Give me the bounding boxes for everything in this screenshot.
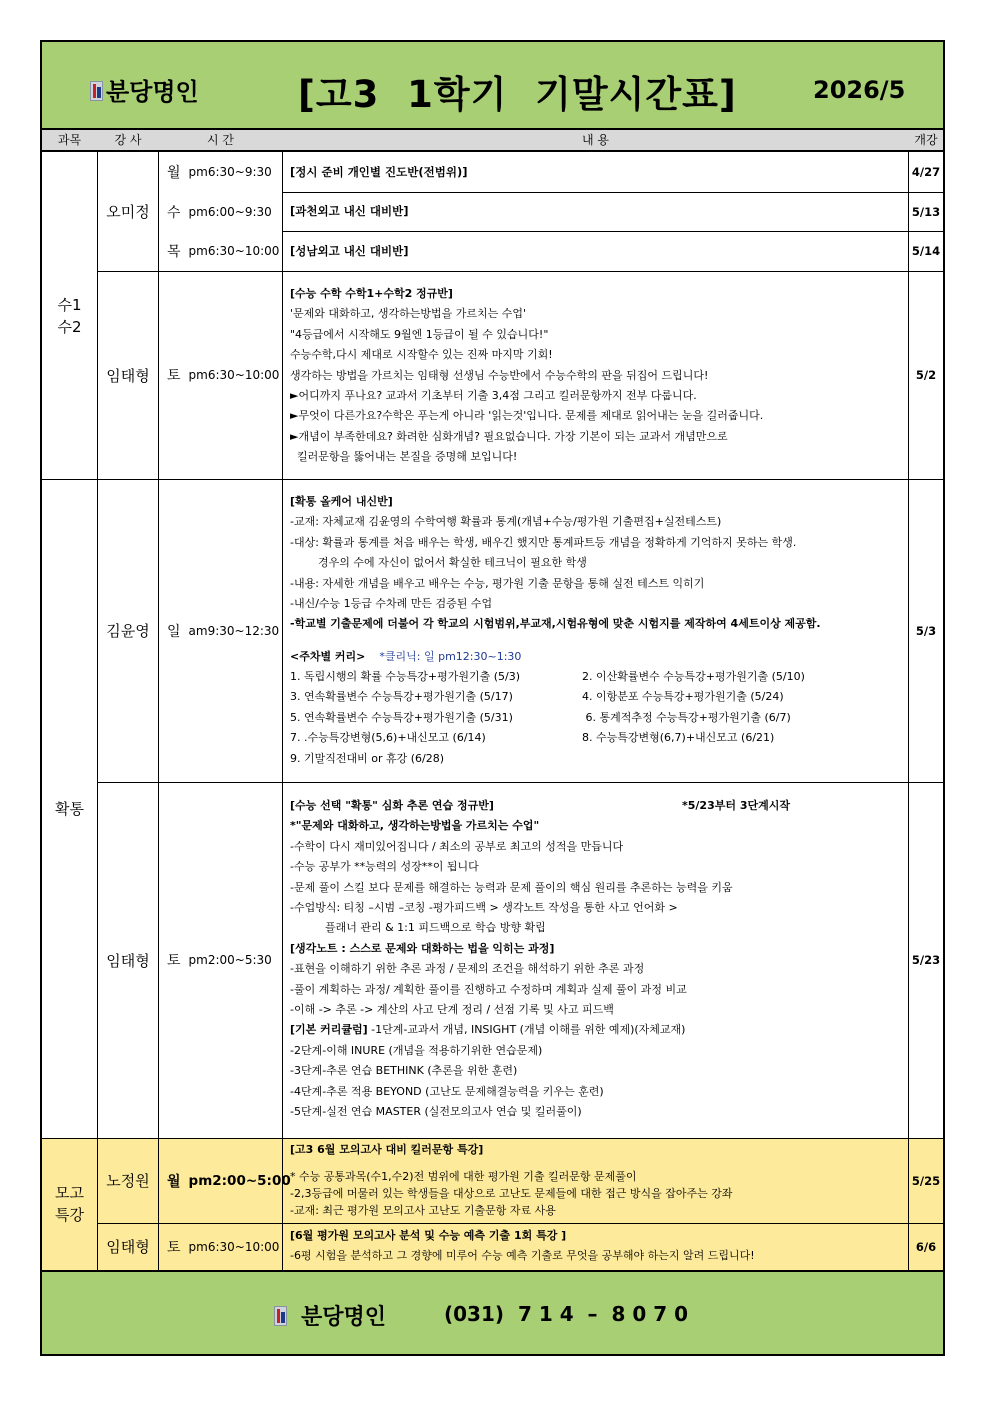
- brand-logo-icon: [90, 81, 103, 101]
- teacher-name: 김윤영: [106, 622, 150, 640]
- class-hours: pm6:30~10:00: [188, 368, 280, 382]
- col-subject: 과목: [57, 133, 82, 147]
- teacher-name: 오미정: [106, 203, 150, 221]
- start-date: 5/2: [915, 368, 937, 382]
- start-date: 5/3: [915, 623, 937, 638]
- start-date: 5/23: [911, 953, 941, 967]
- class-day: 수: [167, 204, 181, 221]
- brand-name: 분당명인: [106, 78, 199, 106]
- start-date: 5/14: [911, 244, 941, 258]
- class-time: [159, 479, 282, 782]
- class-time: [159, 152, 282, 192]
- clinic-note: *클리닉: 일 pm12:30~1:30: [379, 650, 522, 663]
- class-day: 토: [167, 953, 181, 969]
- class-hours: pm6:30~10:00: [188, 244, 280, 258]
- col-start: 개강: [914, 133, 938, 147]
- subject-mock-exam: 모고 특강: [55, 1184, 84, 1224]
- start-note: *5/23부터 3단계시작: [682, 799, 790, 812]
- course-title: [확통 올케어 내신반]: [290, 495, 393, 508]
- curriculum-steps: -2단계-이해 INURE (개념을 적용하기위한 연습문제) -3단계-추론 연습 BETHINK (추론을 위한 훈련) -4단계-추론 적용 BEYOND (고난도 문제해결능력을 키우는 훈련) -5단계-실전 연습 MASTER (실전모의고사 연습 및 킬러풀이): [290, 1043, 604, 1119]
- class-day: 토: [167, 1239, 181, 1256]
- course-title: [정시 준비 개인별 진도반(전범위)]: [290, 165, 468, 179]
- course-details: * 수능 공통과목(수1,수2)전 범위에 대한 평가원 기출 킬러문항 문제풀이 -2,3등급에 머물러 있는 학생들을 대상으로 고난도 문제들에 대한 접근 방식을 잡아주는 강좌 -교재: 최근 평가원 모의고사 고난도 기출문항 자료 사용: [290, 1170, 733, 1217]
- header-banner: [42, 42, 943, 130]
- class-hours: am9:30~12:30: [188, 623, 280, 638]
- class-time: [159, 782, 282, 1138]
- class-hours: pm2:00~5:00: [188, 1172, 291, 1189]
- course-details: -수학이 다시 재미있어집니다 / 최소의 공부로 최고의 성적을 만듭니다 -수능 공부가 **능력의 성장**이 됩니다 -문제 풀이 스킬 보다 문제를 해결하는 능력과 문제 풀이의 핵심 원리를 추론하는 능력을 키움 -수업방식: 티칭 –시범 –코칭 -평가피드백 > 생각노트 작성을 통한 사고 언어화 > 플래너 관리 & 1:1 피드백으로 학습 방향 확립: [290, 839, 733, 935]
- date-label: 2026/5: [813, 76, 906, 104]
- subject-math12: 수1 수2: [57, 295, 82, 336]
- course-title: [6월 평가원 모의고사 분석 및 수능 예측 기출 1회 특강 ]: [290, 1229, 567, 1242]
- course-title: [수능 수학 수학1+수학2 정규반]: [290, 287, 453, 300]
- footer-banner: [42, 1270, 943, 1354]
- curriculum-list-right: 2. 이산확률변수 수능특강+평가원기출 (5/10) 4. 이항분포 수능특강+평가원기출 (5/24) 6. 통계적추정 수능특강+평가원기출 (6/7) 8. 수능특강변형(6,7)+내신모고 (6/21): [582, 670, 805, 745]
- class-time: [159, 1223, 282, 1270]
- class-hours: pm6:30~10:00: [188, 1239, 280, 1254]
- course-title: [성남외고 내신 대비반]: [290, 244, 409, 258]
- column-header-row: [42, 130, 943, 152]
- course-description: [290, 284, 763, 468]
- curriculum-list-left: 1. 독립시행의 확률 수능특강+평가원기출 (5/3) 3. 연속확률변수 수능특강+평가원기출 (5/17) 5. 연속확률변수 수능특강+평가원기출 (5/31) 7. .수능특강변형(5,6)+내신모고 (6/14) 9. 기말직전대비 or 휴강 (6/28): [290, 670, 520, 765]
- course-quote: *"문제와 대화하고, 생각하는방법을 가르치는 수업": [290, 819, 540, 833]
- schedule-frame: [40, 40, 945, 1356]
- brand-logo-icon: [274, 1306, 287, 1326]
- curriculum-label: <주차별 커리>: [290, 650, 366, 663]
- course-title: [고3 6월 모의고사 대비 킬러문항 특강]: [290, 1143, 484, 1156]
- curriculum-step-1: -1단계-교과서 개념, INSIGHT (개념 이해를 위한 예제)(자체교재): [367, 1023, 686, 1037]
- thinking-note-title: [생각노트 : 스스로 문제와 대화하는 법을 익히는 과정]: [290, 941, 555, 955]
- subject-probability: 확통: [55, 799, 84, 818]
- class-hours: pm6:30~9:30: [188, 165, 272, 179]
- course-details: -교재: 자체교재 김윤영의 수학여행 확률과 통계(개념+수능/평가원 기출편집+실전테스트) -대상: 확률과 통계를 처음 배우는 학생, 배우긴 했지만 통계파트등 개념을 정확하게 기억하지 못하는 학생. 경우의 수에 자신이 없어서 확실한 테크닉이 필요한 학생 -내용: 자세한 개념을 배우고 배우는 수능, 평가원 기출 문항을 통해 실전 테스트 익히기 -내신/수능 1등급 수차례 만든 검증된 수업: [290, 515, 797, 611]
- col-content: 내 용: [582, 133, 609, 147]
- curriculum-title: [기본 커리큘럼]: [290, 1023, 368, 1037]
- class-day: 월: [167, 165, 181, 181]
- class-day: 일: [167, 623, 181, 640]
- col-time: 시 간: [207, 133, 234, 147]
- teacher-name: 임태형: [106, 1238, 150, 1256]
- footer-brand: [274, 1300, 386, 1331]
- course-title: [과천외고 내신 대비반]: [290, 204, 409, 218]
- class-time: [159, 192, 282, 231]
- start-date: 5/13: [911, 204, 941, 219]
- course-description: [290, 1140, 483, 1160]
- class-hours: pm2:00~5:30: [188, 953, 272, 967]
- weekly-curriculum-header: [290, 647, 521, 667]
- class-hours: pm6:00~9:30: [188, 204, 272, 219]
- course-details: '문제와 대화하고, 생각하는방법을 가르치는 수업' "4등급에서 시작해도 9월엔 1등급이 될 수 있습니다!" 수능수학,다시 제대로 시작할수 있는 진짜 마지막 기회! 생각하는 방법을 가르치는 임태형 선생님 수능반에서 수능수학의 판을 뒤집어 드립니다! ►어디까지 푸나요? 교과서 기초부터 기출 3,4점 그리고 킬러문항까지 전부 다룹니다. ►무엇이 다른가요?수학은 푸는게 아니라 '읽는것'입니다. 문제를 제대로 읽어내는 눈을 길러줍니다. ►개념이 부족한데요? 화려한 심화개념? 필요없습니다. 가장 기본이 되는 교과서 개념만으로 킬러문항을 뚫어내는 본질을 증명해 보입니다!: [290, 307, 764, 464]
- course-highlight: -학교별 기출문제에 더불어 각 학교의 시험범위,부교재,시험유형에 맞춘 시험지를 제작하여 4세트이상 제공함.: [290, 617, 821, 631]
- thinking-note-details: -표현을 이해하기 위한 추론 과정 / 문제의 조건을 해석하기 위한 추론 과정 -풀이 계획하는 과정/ 계획한 풀이를 진행하고 수정하며 계획과 실제 풀이 과정 비교 -이해 -> 추론 -> 계산의 사고 단계 정리 / 선점 기록 및 사고 피드백: [290, 962, 687, 1017]
- teacher-name: 노정원: [106, 1172, 150, 1190]
- class-day: 월: [167, 1173, 181, 1190]
- start-date: 5/25: [911, 1173, 941, 1188]
- class-time: [159, 1138, 291, 1223]
- course-details: -6평 시험을 분석하고 그 경향에 미루어 수능 예측 기출로 무엇을 공부해야 하는지 알려 드립니다!: [290, 1249, 755, 1262]
- course-title: [수능 선택 "확통" 심화 추론 연습 정규반]: [290, 799, 494, 812]
- start-date: 6/6: [915, 1239, 937, 1254]
- teacher-name: 임태형: [106, 366, 150, 385]
- course-description: [290, 796, 733, 1123]
- start-date: 4/27: [911, 165, 941, 179]
- course-description: [290, 492, 821, 635]
- class-day: 목: [167, 244, 181, 260]
- footer-brand-name: 분당명인: [301, 1305, 387, 1330]
- class-time: [159, 271, 282, 479]
- page-title: [고3 1학기 기말시간표]: [298, 73, 737, 116]
- phone-number: (031) 7 1 4 – 8 0 7 0: [444, 1302, 689, 1326]
- class-day: 토: [167, 368, 181, 384]
- col-teacher: 강 사: [114, 133, 142, 147]
- course-description: [290, 1226, 755, 1266]
- teacher-name: 임태형: [106, 951, 150, 970]
- brand: [90, 72, 199, 107]
- class-time: [159, 231, 282, 271]
